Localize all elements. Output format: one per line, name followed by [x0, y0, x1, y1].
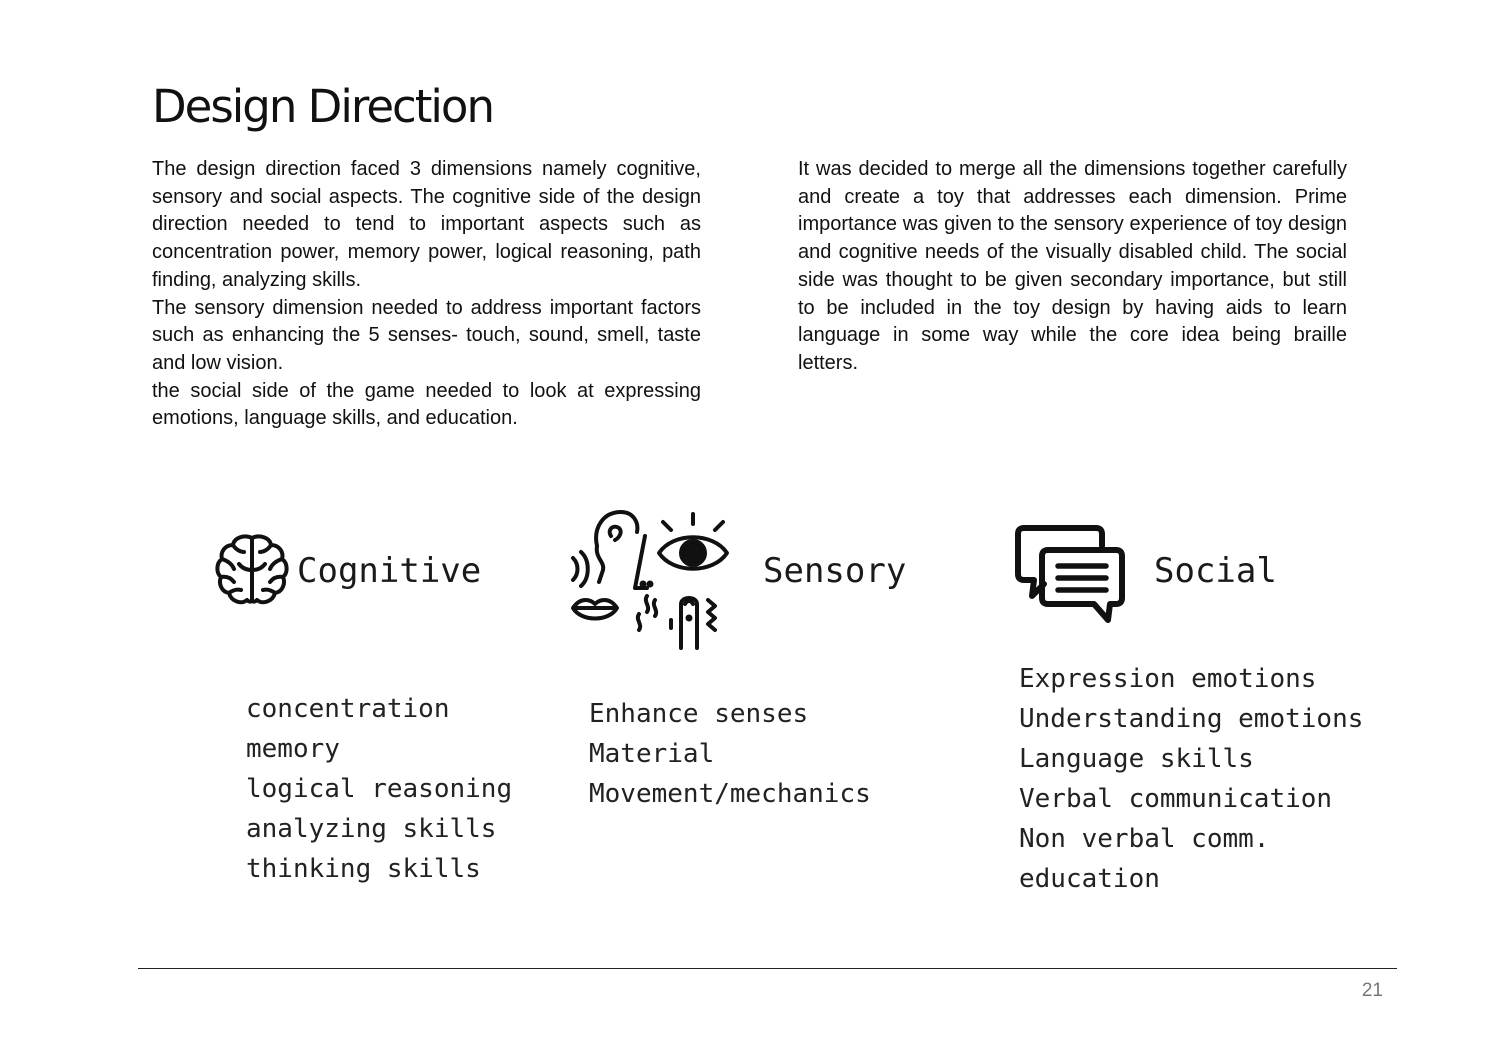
list-item: Enhance senses: [589, 699, 809, 729]
cognitive-label: Cognitive: [297, 551, 482, 591]
speech-bubbles-icon: [1014, 524, 1126, 624]
intro-paragraph: the social side of the game needed to look at expressing emotions, language skills, and education.: [152, 379, 701, 430]
intro-paragraph: The design direction faced 3 dimensions namely cognitive, sensory and social aspects. The cognitive side of the design direction needed to tend to important aspects such as concentration power, memory power, logical reasoning, path finding, analyzing skills.: [152, 158, 701, 291]
intro-left-column: [152, 156, 701, 433]
list-item: Movement/mechanics: [589, 779, 871, 809]
senses-icon: [563, 508, 733, 653]
social-list: [1019, 659, 1363, 899]
list-item: Verbal communication: [1019, 784, 1333, 814]
intro-right-column: [798, 156, 1347, 378]
list-item: Non verbal comm.: [1019, 824, 1270, 854]
list-item: concentration: [246, 694, 450, 724]
intro-paragraph: The sensory dimension needed to address important factors such as enhancing the 5 senses- touch, sound, smell, taste and low vision.: [152, 296, 701, 374]
social-label: Social: [1154, 551, 1277, 591]
list-item: logical reasoning: [246, 774, 513, 804]
list-item: education: [1019, 864, 1160, 894]
footer-divider: [138, 968, 1397, 969]
list-item: Language skills: [1019, 744, 1254, 774]
intro-paragraph: It was decided to merge all the dimensions together carefully and create a toy that addresses each dimension. Prime importance was given to the sensory experience of toy design and cognitive needs of the visually disabled child. The social side was thought to be given secondary importance, but still to be included in the toy design by having aids to learn language in some way while the core idea being braille letters.: [798, 158, 1347, 374]
sensory-list: [589, 694, 871, 814]
cognitive-list: [246, 689, 512, 889]
list-item: memory: [246, 734, 340, 764]
list-item: analyzing skills: [246, 814, 497, 844]
list-item: Expression emotions: [1019, 664, 1317, 694]
list-item: Material: [589, 739, 715, 769]
page-title: Design Direction: [152, 80, 493, 133]
sensory-label: Sensory: [763, 551, 907, 591]
brain-icon: [214, 532, 290, 608]
page-number: 21: [1361, 980, 1383, 1001]
list-item: Understanding emotions: [1019, 704, 1364, 734]
list-item: thinking skills: [246, 854, 481, 884]
